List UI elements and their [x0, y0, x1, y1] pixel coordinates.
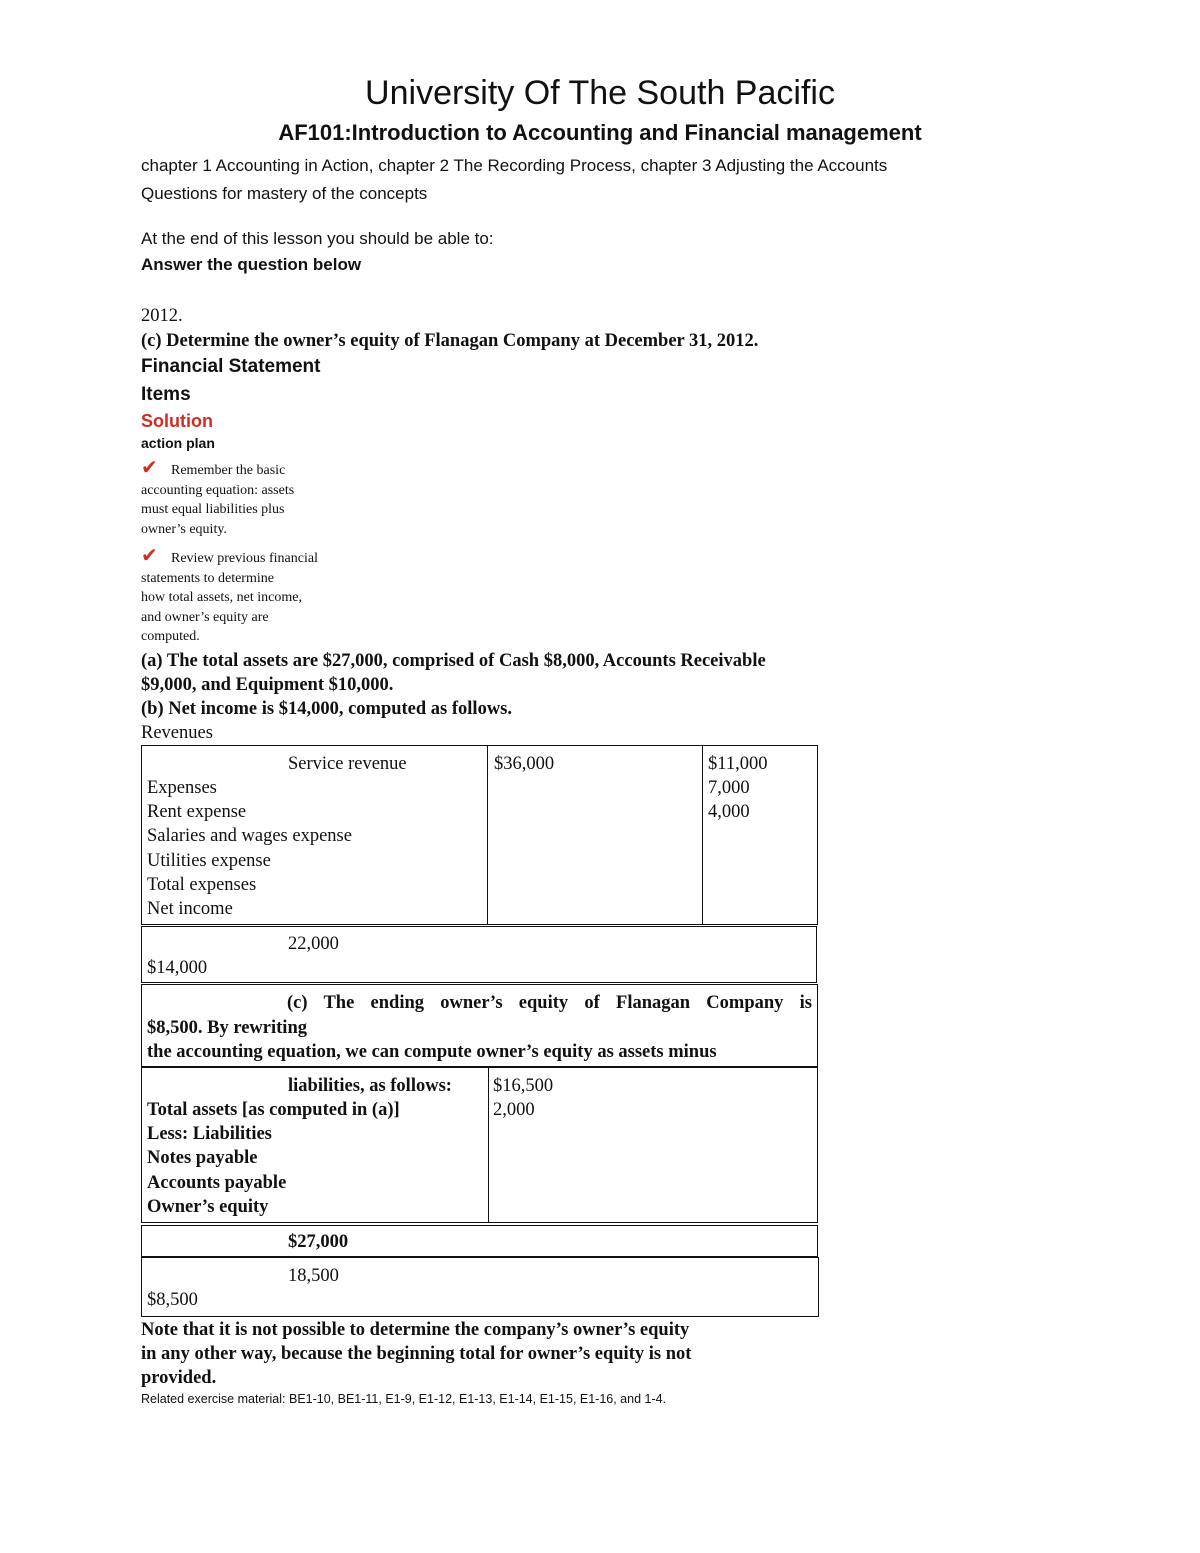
part-a-line1: (a) The total assets are $27,000, comprised of Cash $8,000, Accounts Receivable — [141, 651, 766, 671]
equity-text-line2: $8,500. By rewriting — [147, 1018, 307, 1038]
equity-label: Owner’s equity — [147, 1196, 269, 1217]
income-totals-box — [141, 926, 817, 983]
tip-line: owner’s equity. — [141, 521, 227, 537]
chapters-line: chapter 1 Accounting in Action, chapter 2 The Recording Process, chapter 3 Adjusting the Accounts — [141, 156, 888, 175]
note-line2: in any other way, because the beginning total for owner’s equity is not — [141, 1344, 692, 1364]
owners-equity-amount: $8,500 — [147, 1290, 198, 1310]
equity-label: Notes payable — [147, 1148, 258, 1169]
equity-table-divider — [488, 1067, 489, 1223]
note-line1: Note that it is not possible to determine the company’s owner’s equity — [141, 1320, 690, 1340]
heading-financial-statement: Financial Statement — [141, 356, 321, 377]
equity-label: Less: Liabilities — [147, 1124, 272, 1145]
income-table-divider — [702, 745, 703, 925]
tip-line: Review previous financial — [171, 551, 318, 566]
revenue-amount: $36,000 — [494, 754, 555, 774]
note-line3: provided. — [141, 1368, 217, 1388]
solution-label: Solution — [141, 411, 213, 431]
tip-line: must equal liabilities plus — [141, 502, 285, 517]
equity-text-line3: the accounting equation, we can compute owner’s equity as assets minus — [147, 1042, 717, 1062]
liability-amounts — [493, 1074, 553, 1122]
objective-intro: At the end of this lesson you should be able to: — [141, 229, 494, 248]
tip-line: and owner’s equity are — [141, 609, 269, 625]
income-label: Rent expense — [147, 802, 247, 823]
expense-amounts — [708, 752, 767, 825]
equity-heading: liabilities, as follows: — [288, 1076, 452, 1096]
revenues-label: Revenues — [141, 723, 213, 743]
liability-amount: 2,000 — [493, 1100, 535, 1121]
total-assets-box — [141, 1225, 818, 1257]
net-income-amount: $14,000 — [147, 958, 208, 978]
income-table-divider — [487, 745, 488, 925]
income-labels — [147, 776, 352, 921]
action-plan-label: action plan — [141, 435, 215, 451]
total-expenses-amount: 22,000 — [288, 934, 339, 954]
equity-text-line1-content: (c) The ending owner’s equity of Flanagan Company is — [287, 993, 812, 1013]
tip-remember — [141, 459, 294, 539]
total-liabilities-amount: 18,500 — [288, 1266, 339, 1286]
check-icon: ✔ — [141, 545, 158, 567]
equity-labels — [147, 1098, 400, 1219]
question-year: 2012. — [141, 306, 183, 326]
heading-items: Items — [141, 384, 191, 405]
total-assets-amount: $27,000 — [288, 1232, 349, 1252]
tip-review — [141, 547, 318, 647]
tip-line: how total assets, net income, — [141, 590, 302, 605]
expense-amount: 4,000 — [708, 802, 750, 823]
check-icon: ✔ — [141, 457, 158, 479]
course-title: AF101:Introduction to Accounting and Financial management — [278, 120, 922, 145]
equity-text-line1 — [147, 991, 812, 1015]
question-part-c: (c) Determine the owner’s equity of Flanagan Company at December 31, 2012. — [141, 331, 759, 351]
income-label: Net income — [147, 899, 233, 920]
related-exercises: Related exercise material: BE1-10, BE1-11, E1-9, E1-12, E1-13, E1-14, E1-15, E1-16, and 1-4. — [141, 1392, 667, 1406]
income-label: Salaries and wages expense — [147, 826, 352, 847]
tip-line: computed. — [141, 629, 200, 644]
liability-amount: $16,500 — [493, 1076, 554, 1096]
income-label: Expenses — [147, 778, 217, 798]
mastery-line: Questions for mastery of the concepts — [141, 184, 428, 203]
tip-line: Remember the basic — [171, 463, 286, 478]
income-label: Total expenses — [147, 874, 257, 895]
equity-label: Total assets [as computed in (a)] — [147, 1100, 400, 1120]
tip-line: statements to determine — [141, 570, 274, 586]
university-title: University Of The South Pacific — [365, 74, 835, 112]
expense-amount: $11,000 — [708, 754, 768, 774]
tip-line: accounting equation: assets — [141, 482, 295, 498]
equity-label: Accounts payable — [147, 1172, 287, 1193]
part-b-line: (b) Net income is $14,000, computed as follows. — [141, 699, 513, 719]
income-label: Utilities expense — [147, 850, 271, 871]
part-a-line2: $9,000, and Equipment $10,000. — [141, 675, 394, 695]
service-revenue-label: Service revenue — [288, 754, 407, 774]
equity-totals-box — [141, 1257, 819, 1317]
objective: Answer the question below — [141, 255, 362, 274]
expense-amount: 7,000 — [708, 778, 750, 799]
